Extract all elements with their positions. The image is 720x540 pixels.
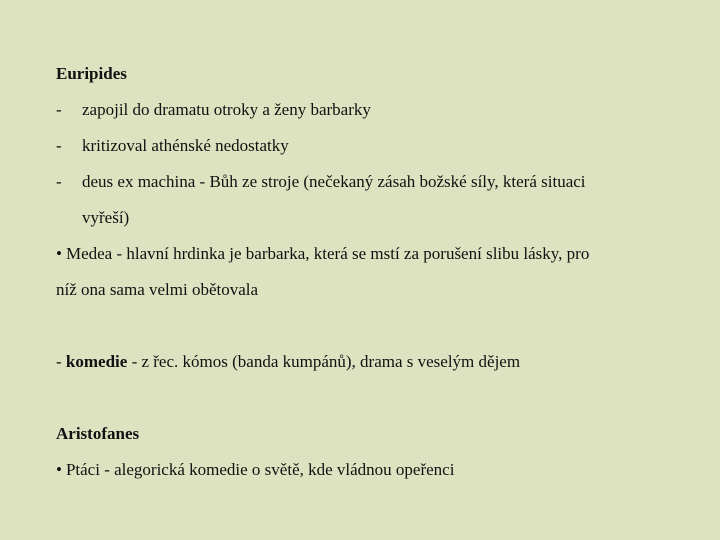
aristofanes-item-text: Ptáci - alegorická komedie o světě, kde vládnou opeřenci [65, 460, 455, 479]
medea-line-2: níž ona sama velmi obětovala [56, 280, 259, 299]
komedie-definition [56, 352, 520, 372]
komedie-term: komedie [65, 352, 128, 371]
euripides-item-2-text: kritizoval athénské nedostatky [82, 136, 289, 155]
euripides-item-1-text: zapojil do dramatu otroky a ženy barbarky [82, 100, 371, 119]
bullet-icon: • [56, 244, 62, 263]
dash-marker: - [56, 172, 62, 191]
bullet-icon: • [56, 460, 62, 479]
euripides-item-3-continuation: vyřeší) [82, 208, 130, 227]
dash-marker: - [56, 136, 62, 155]
aristofanes-heading: Aristofanes [56, 424, 140, 443]
aristofanes-item [56, 460, 454, 480]
dash-marker: - [56, 100, 62, 119]
medea-item [56, 244, 589, 264]
euripides-item-3-text: deus ex machina - Bůh ze stroje (nečekaný zásah božské síly, která situaci [82, 172, 586, 191]
komedie-prefix: - [56, 352, 66, 371]
medea-line-1: Medea - hlavní hrdinka je barbarka, která se mstí za porušení slibu lásky, pro [65, 244, 590, 263]
komedie-rest: - z řec. kómos (banda kumpánů), drama s veselým dějem [127, 352, 521, 371]
euripides-heading: Euripides [56, 64, 127, 83]
